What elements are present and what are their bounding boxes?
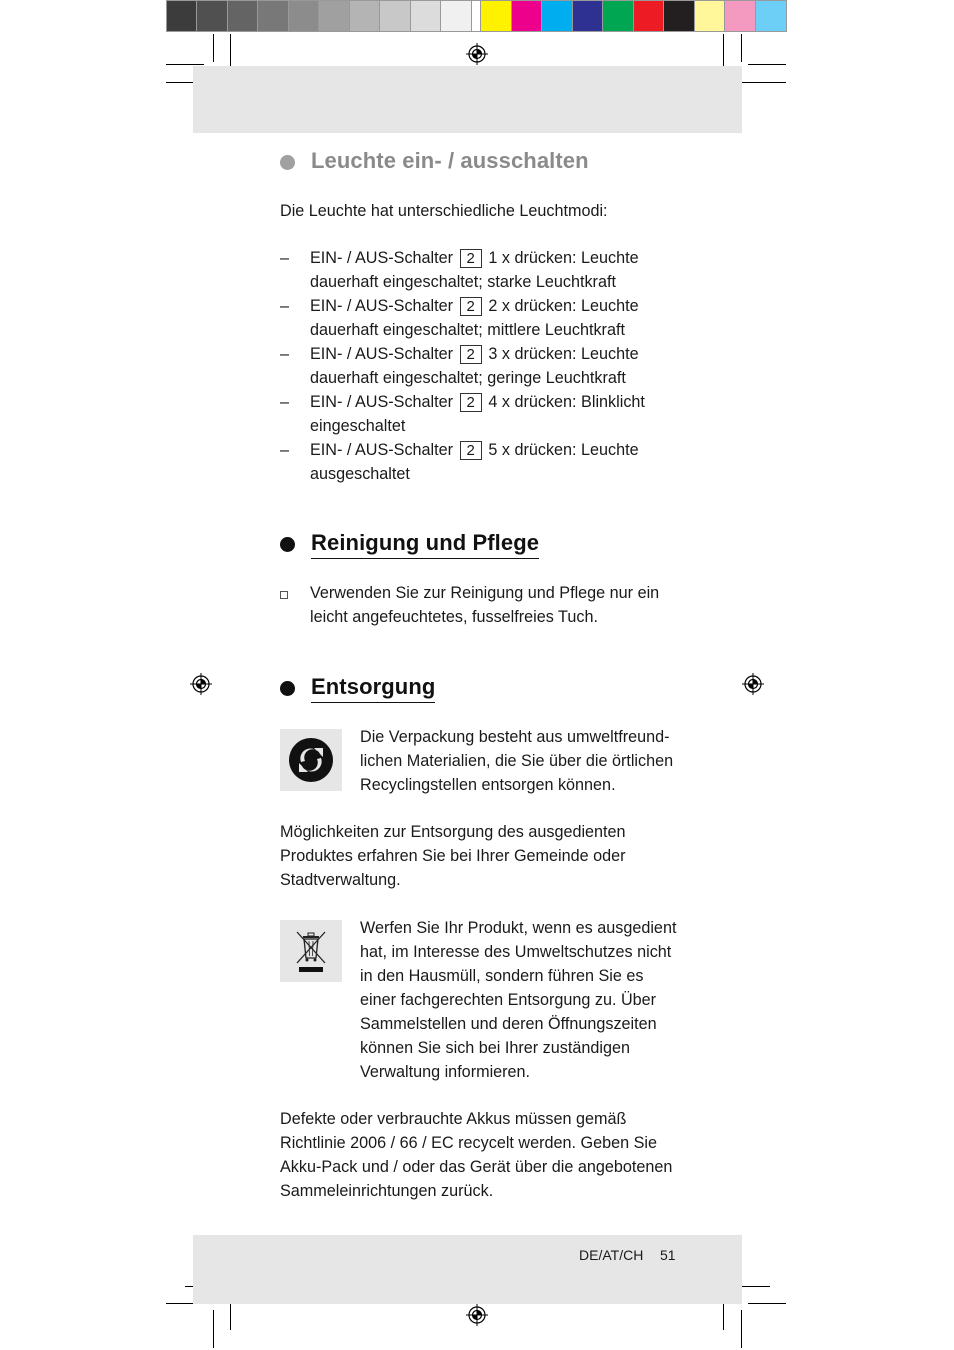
crop-mark	[230, 1300, 231, 1330]
color-calibration-bar	[480, 0, 787, 32]
list-item: – EIN- / AUS-Schalter 2 4 x drücken: Blinklicht eingeschaltet	[280, 393, 645, 435]
section-heading-disposal	[280, 674, 435, 703]
registration-mark-icon	[466, 43, 488, 65]
header-band	[193, 66, 742, 133]
crop-mark	[213, 1310, 214, 1348]
color-swatch	[695, 1, 726, 31]
footer-locale: DE/AT/CH	[579, 1247, 644, 1263]
footer-band	[193, 1235, 742, 1304]
color-swatch	[350, 1, 380, 31]
color-swatch	[380, 1, 410, 31]
registration-mark-icon	[742, 673, 764, 695]
color-swatch	[481, 1, 512, 31]
heading-bullet	[280, 155, 295, 170]
disposal-options-text: Möglichkeiten zur Entsorgung des ausgedienten Produktes erfahren Sie bei Ihrer Gemeinde oder Stadtverwaltung.	[280, 823, 626, 889]
part-number-ref: 2	[460, 393, 482, 412]
part-number-ref: 2	[460, 249, 482, 268]
color-swatch	[441, 1, 471, 31]
part-number-ref: 2	[460, 297, 482, 316]
heading-bullet	[280, 537, 295, 552]
crossed-bin-icon	[280, 920, 342, 982]
color-swatch	[542, 1, 573, 31]
crop-mark	[166, 64, 204, 65]
crop-mark	[748, 1303, 786, 1304]
color-swatch	[573, 1, 604, 31]
color-swatch	[167, 1, 197, 31]
registration-mark-icon	[190, 673, 212, 695]
color-swatch	[319, 1, 349, 31]
color-swatch	[756, 1, 787, 31]
list-item: – EIN- / AUS-Schalter 2 2 x drücken: Leuchte dauerhaft eingeschaltet; mittlere Leuchtkraft	[280, 297, 639, 339]
section-heading-light	[280, 148, 589, 176]
list-item: – EIN- / AUS-Schalter 2 5 x drücken: Leuchte ausgeschaltet	[280, 441, 639, 483]
color-swatch	[603, 1, 634, 31]
light-mode-list	[280, 246, 680, 486]
page-number: 51	[660, 1247, 676, 1263]
color-swatch	[197, 1, 227, 31]
registration-mark-icon	[466, 1304, 488, 1326]
color-swatch	[258, 1, 288, 31]
part-number-ref: 2	[460, 441, 482, 460]
battery-text: Defekte oder verbrauchte Akkus müssen gemäß Richtlinie 2006 / 66 / EC recycelt werden. Geben Sie Akku-Pack und / oder das Gerät über die angebotenen Sammeleinrichtungen zurück.	[280, 1110, 673, 1200]
crop-mark	[738, 1286, 770, 1287]
color-swatch	[228, 1, 258, 31]
part-number-ref: 2	[460, 345, 482, 364]
color-swatch	[411, 1, 441, 31]
crop-mark	[741, 1310, 742, 1348]
section-title: Entsorgung	[311, 674, 435, 703]
crop-mark	[741, 34, 742, 62]
checkbox-square-icon	[280, 591, 288, 599]
weee-text: Werfen Sie Ihr Produkt, wenn es ausgedient hat, im Interesse des Umweltschutzes nicht in den Hausmüll, sondern führen Sie es einer fachgerechten Entsorgung zu. Über Sammelstellen und deren Öffnungszeiten können Sie sich bei Ihrer zuständigen Verwaltung informieren.	[360, 919, 677, 1081]
list-item: – EIN- / AUS-Schalter 2 3 x drücken: Leuchte dauerhaft eingeschaltet; geringe Leuchtkraft	[280, 345, 639, 387]
color-swatch	[725, 1, 756, 31]
section-title: Leuchte ein- / ausschalten	[311, 148, 589, 173]
section-heading-care	[280, 530, 539, 559]
crop-mark	[213, 34, 214, 62]
color-swatch	[634, 1, 665, 31]
color-swatch	[289, 1, 319, 31]
crop-mark	[748, 64, 786, 65]
heading-bullet	[280, 681, 295, 696]
crop-mark	[723, 1300, 724, 1330]
green-dot-recycle-icon	[280, 729, 342, 791]
list-item: – EIN- / AUS-Schalter 2 1 x drücken: Leuchte dauerhaft eingeschaltet; starke Leuchtkraft	[280, 249, 639, 291]
care-text: Verwenden Sie zur Reinigung und Pflege nur ein leicht angefeuchtetes, fusselfreies Tuch.	[310, 584, 660, 626]
light-intro: Die Leuchte hat unterschiedliche Leuchtmodi:	[280, 202, 608, 220]
section-title: Reinigung und Pflege	[311, 530, 539, 559]
packaging-text: Die Verpackung besteht aus umweltfreund- lichen Materialien, die Sie über die örtlichen Recyclingstellen entsorgen können.	[360, 728, 674, 794]
gray-calibration-bar	[166, 0, 503, 32]
color-swatch	[512, 1, 543, 31]
color-swatch	[664, 1, 695, 31]
